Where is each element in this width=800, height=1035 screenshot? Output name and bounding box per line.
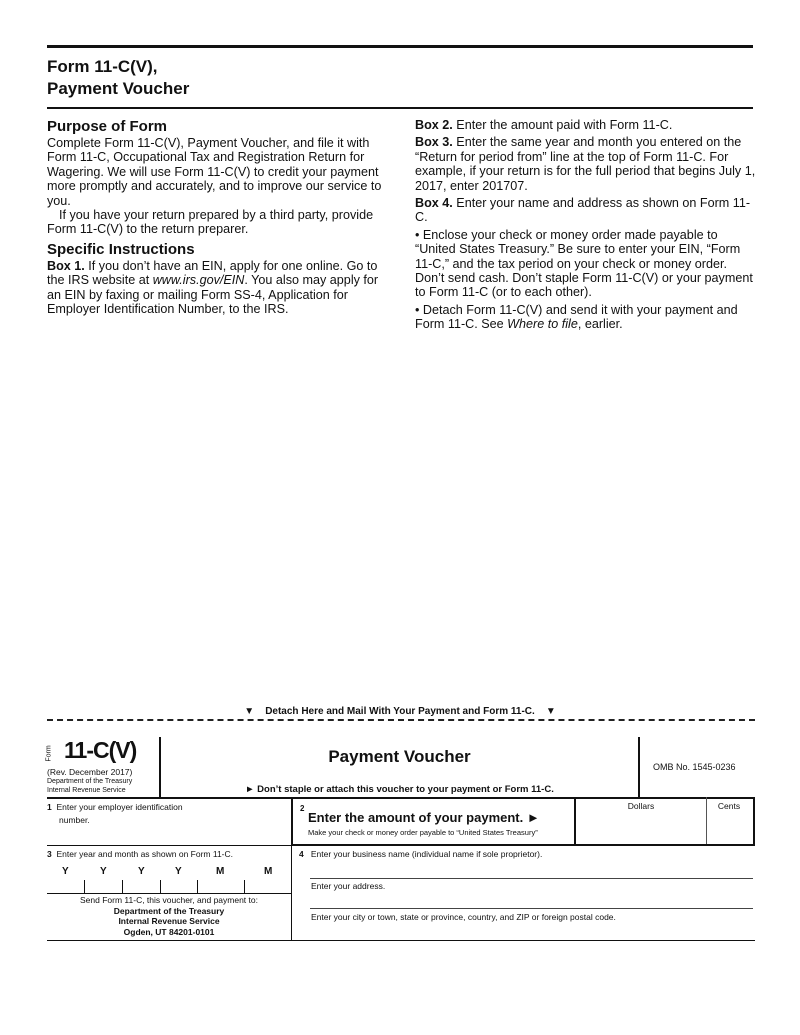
form-number: 11-C(V) <box>64 737 137 763</box>
purpose-text: Complete Form 11-C(V), Payment Voucher, and file it with Form 11-C, Occupational Tax and Registration Return for Wagering. We will use Form 11-C(V) to credit your payment more promptly and accurately, and to improve our service to you. <box>47 136 382 208</box>
box1-instructions <box>47 259 382 317</box>
box-number: 3 <box>47 849 52 859</box>
label: Box 4. <box>415 196 453 211</box>
year-digit-input[interactable]: Y <box>138 866 145 877</box>
box1-label <box>47 801 183 827</box>
detach-instruction: ▼ Detach Here and Mail With Your Payment and Form 11-C. ▼ <box>244 706 556 717</box>
box-number: 2 <box>300 804 305 813</box>
text: Enter year and month as shown on Form 11-C. <box>56 849 234 859</box>
amount-subtitle: Make your check or money order payable to “United States Treasury” <box>308 828 538 837</box>
staple-note: ► Don’t staple or attach this voucher to your payment or Form 11-C. <box>245 784 554 795</box>
title-rule <box>47 107 753 109</box>
address-input[interactable] <box>310 893 753 909</box>
text: Where to file <box>507 317 578 332</box>
box-number: 4 <box>299 849 304 859</box>
left-column <box>47 118 382 316</box>
year-digit-input[interactable]: Y <box>100 866 107 877</box>
rule <box>47 845 291 846</box>
mailing-address <box>47 895 291 937</box>
box2-amount <box>291 797 755 846</box>
rule <box>47 893 291 894</box>
box-number: 1 <box>47 802 52 812</box>
irs-link[interactable]: www.irs.gov/EIN <box>152 273 245 288</box>
specific-heading: Specific Instructions <box>47 240 195 258</box>
cents-label: Cents <box>717 801 741 811</box>
business-name-input[interactable] <box>310 861 753 879</box>
address-line: Department of the Treasury <box>113 905 225 916</box>
bullet-enclose: • Enclose your check or money order made payable to “United States Treasury.” Be sure to enter your EIN, “Form 11-C,” and the tax period on your check or money order. Don’t send cash. Don’t staple Form 11-C(V) or your payment to Form 11-C (or to each other). <box>415 227 753 300</box>
city-label: Enter your city or town, state or province, country, and ZIP or foreign postal code. <box>311 912 616 922</box>
form-word: Form <box>45 745 53 762</box>
divider <box>638 737 640 797</box>
text: Enter your employer identification <box>56 802 183 812</box>
tick <box>122 880 123 893</box>
omb-number: OMB No. 1545-0236 <box>653 762 736 772</box>
text: If you don’t have an EIN, apply for one online. Go to the IRS website at <box>47 258 378 288</box>
label: Box 1. <box>47 258 85 273</box>
text: . You also may apply for an EIN by faxing or mailing Form SS-4, Application for Employer Identification Number, to the IRS. <box>47 273 379 317</box>
month-digit-input[interactable]: M <box>216 866 225 877</box>
tick <box>84 880 85 893</box>
address-line: Ogden, UT 84201-0101 <box>123 926 215 937</box>
text: , earlier. <box>577 317 623 332</box>
box2-instructions <box>415 118 757 132</box>
text: • Detach Form 11-C(V) and send it with your payment and Form 11-C. See <box>415 302 738 332</box>
box4-instructions <box>415 196 757 225</box>
label: Box 3. <box>415 135 453 150</box>
text: Enter your business name (individual name if sole proprietor). <box>310 849 543 859</box>
purpose-text-2: If you have your return prepared by a third party, provide Form 11-C(V) to the return preparer. <box>47 208 374 237</box>
year-digit-input[interactable]: Y <box>175 866 182 877</box>
agency: Internal Revenue Service <box>47 787 126 794</box>
title-line2: Payment Voucher <box>47 79 190 98</box>
label: Box 2. <box>415 118 453 132</box>
dollars-input[interactable] <box>574 797 707 844</box>
tick <box>197 880 198 893</box>
bullet-detach <box>415 303 757 332</box>
ein-input[interactable] <box>60 826 285 842</box>
year-digit-input[interactable]: Y <box>62 866 69 877</box>
revision-date: (Rev. December 2017) <box>47 767 133 777</box>
text: Enter the amount paid with Form 11-C. <box>452 118 673 132</box>
form-id-block <box>47 737 160 797</box>
address-label: Enter your address. <box>311 881 386 891</box>
voucher-title: Payment Voucher <box>328 747 471 766</box>
month-digit-input[interactable]: M <box>264 866 273 877</box>
text: Enter the same year and month you entered on the “Return for period from” line at the top of Form 11-C. For example, if your return is for the full period that begins July 1, 2017, enter 201707. <box>415 135 756 193</box>
title-line1: Form 11-C(V), <box>47 57 158 76</box>
cut-line <box>47 719 755 721</box>
tick <box>244 880 245 893</box>
tick <box>160 880 161 893</box>
box3-label <box>47 849 233 859</box>
divider <box>291 797 292 941</box>
dollars-label: Dollars <box>627 801 655 811</box>
page-title <box>47 56 189 100</box>
top-rule <box>47 45 753 48</box>
purpose-heading: Purpose of Form <box>47 118 168 135</box>
text: Enter your name and address as shown on Form 11-C. <box>415 196 751 225</box>
city-input[interactable] <box>310 924 753 939</box>
department: Department of the Treasury <box>47 778 133 785</box>
box4-label <box>299 849 542 859</box>
box3-instructions <box>415 135 757 193</box>
right-column <box>415 118 757 332</box>
bottom-rule <box>47 940 755 941</box>
address-line: Internal Revenue Service <box>118 916 220 926</box>
send-to: Send Form 11-C, this voucher, and payment to: <box>80 895 258 905</box>
amount-title: Enter the amount of your payment. ► <box>308 810 540 825</box>
text: number. <box>59 815 90 825</box>
cents-input[interactable] <box>705 797 753 844</box>
